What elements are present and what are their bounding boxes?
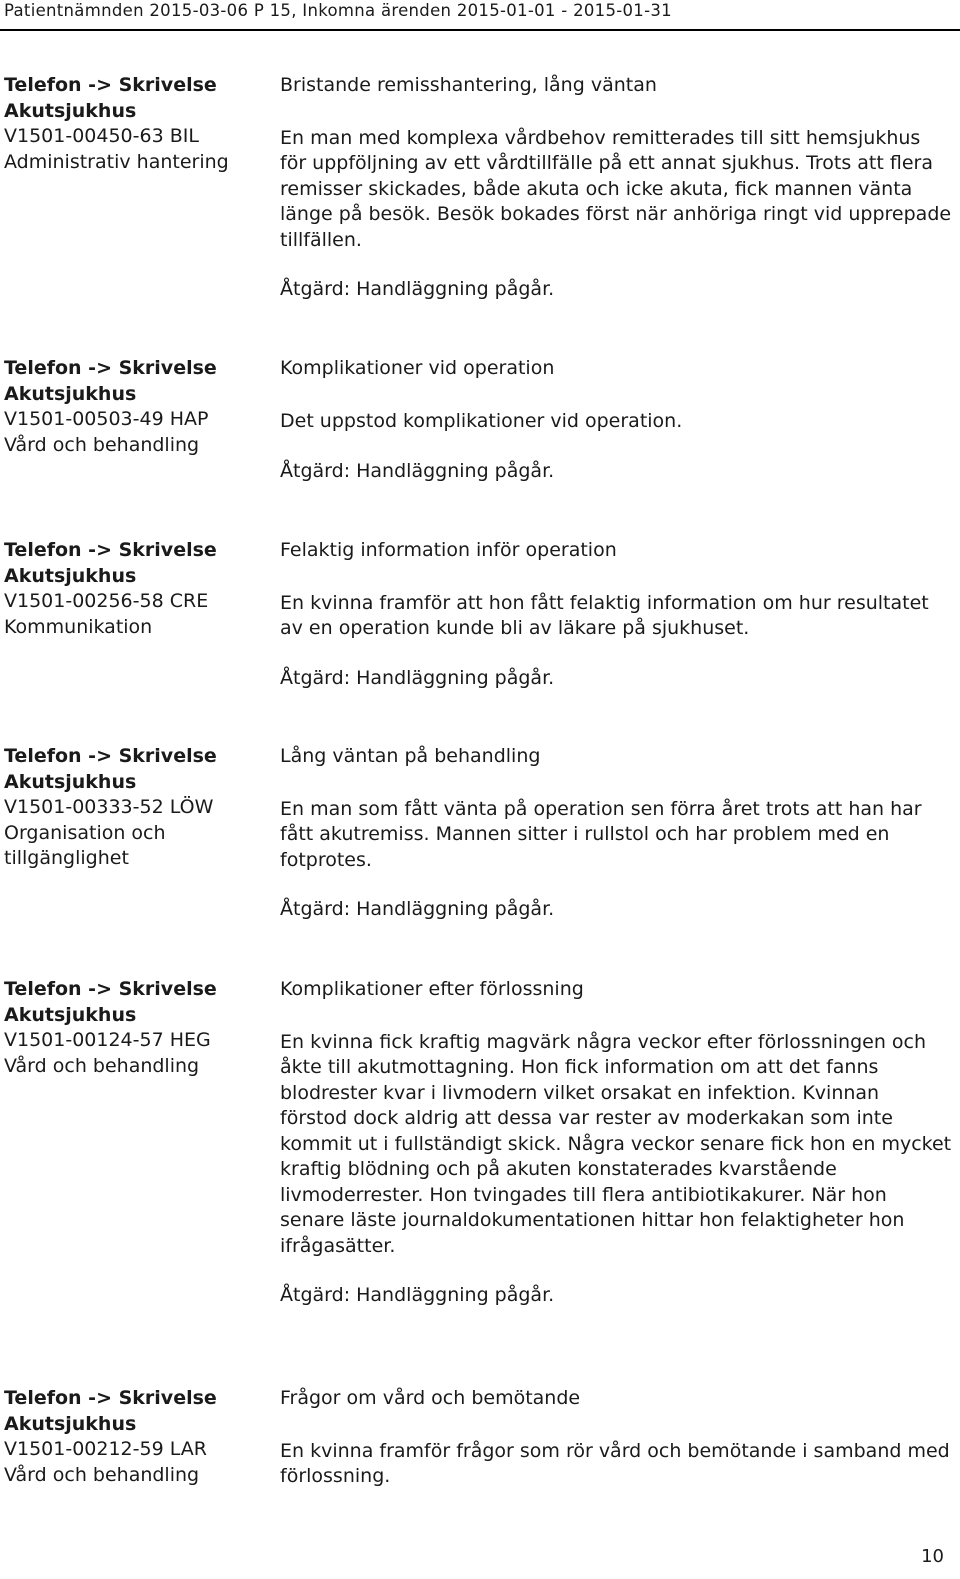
- case-description: En man som fått vänta på operation sen förra året trots att han har fått akutremiss. Mannen sitter i rullstol och har problem med en fotprotes.: [280, 797, 922, 871]
- case-unit: Akutsjukhus: [4, 1003, 137, 1026]
- case-action: Åtgärd: Handläggning pågår.: [280, 1284, 555, 1306]
- page-header: [0, 0, 960, 31]
- case-subject: Felaktig information inför operation: [280, 539, 617, 561]
- case-id: V1501-00450-63 BIL: [4, 125, 199, 147]
- case-unit: Akutsjukhus: [4, 770, 137, 793]
- case-category: Kommunikation: [4, 615, 153, 638]
- case-unit: Akutsjukhus: [4, 1412, 137, 1435]
- case-category: Organisation och tillgänglighet: [4, 821, 166, 869]
- case-id: V1501-00333-52 LÖW: [4, 796, 214, 818]
- case-subject: Lång väntan på behandling: [280, 745, 541, 767]
- case-meta: [4, 1386, 272, 1488]
- case-unit: Akutsjukhus: [4, 99, 137, 122]
- case-content: [280, 1386, 952, 1490]
- case-action: Åtgärd: Handläggning pågår.: [280, 666, 555, 689]
- case-channel: Telefon -> Skrivelse: [4, 539, 217, 561]
- case-id: V1501-00256-58 CRE: [4, 590, 209, 612]
- case-channel: Telefon -> Skrivelse: [4, 357, 217, 379]
- case-meta: [4, 356, 272, 458]
- case-unit: Akutsjukhus: [4, 382, 137, 405]
- case-content: [280, 356, 952, 485]
- case-action: Åtgärd: Handläggning pågår.: [280, 278, 555, 300]
- case-content: [280, 744, 952, 923]
- case-channel: Telefon -> Skrivelse: [4, 978, 217, 1000]
- case-category: Vård och behandling: [4, 1463, 200, 1486]
- case-channel: Telefon -> Skrivelse: [4, 74, 217, 96]
- case-subject: Komplikationer efter förlossning: [280, 978, 584, 1000]
- page-number: 10: [921, 1546, 944, 1567]
- case-description: En kvinna framför frågor som rör vård och bemötande i samband med förlossning.: [280, 1439, 950, 1487]
- case-subject: Komplikationer vid operation: [280, 357, 555, 379]
- case-id: V1501-00212-59 LAR: [4, 1438, 207, 1460]
- case-content: [280, 977, 952, 1309]
- case-action: Åtgärd: Handläggning pågår.: [280, 460, 555, 482]
- case-description: En kvinna framför att hon fått felaktig information om hur resultatet av en operation kunde bli av läkare på sjukhuset.: [280, 591, 929, 639]
- case-channel: Telefon -> Skrivelse: [4, 745, 217, 767]
- case-category: Administrativ hantering: [4, 150, 229, 173]
- case-meta: [4, 73, 272, 175]
- case-description: Det uppstod komplikationer vid operation.: [280, 409, 683, 432]
- case-id: V1501-00124-57 HEG: [4, 1029, 211, 1051]
- case-meta: [4, 977, 272, 1079]
- case-id: V1501-00503-49 HAP: [4, 408, 209, 430]
- case-action: Åtgärd: Handläggning pågår.: [280, 898, 555, 920]
- case-unit: Akutsjukhus: [4, 564, 137, 587]
- header-title: Patientnämnden 2015-03-06 P 15, Inkomna ärenden 2015-01-01 - 2015-01-31: [4, 1, 672, 20]
- case-subject: Frågor om vård och bemötande: [280, 1387, 581, 1409]
- case-channel: Telefon -> Skrivelse: [4, 1387, 217, 1409]
- case-description: En kvinna fick kraftig magvärk några veckor efter förlossningen och åkte till akutmottagning. Hon fick information om att det fanns blodrester kvar i livmodern vilket orsakat en infektion. Kvinnan förstod dock aldrig att dessa var rester av moderkakan som inte kommit ut i fullständigt skick. Några veckor senare fick hon en mycket kraftig blödning och på akuten konstaterades kvarstående livmoderrester. Hon tvingades till flera antibiotikakurer. När hon senare läste journaldokumentationen hittar hon felaktigheter hon ifrågasätter.: [280, 1030, 952, 1257]
- case-content: [280, 73, 952, 303]
- case-meta: [4, 744, 272, 872]
- case-meta: [4, 538, 272, 640]
- case-category: Vård och behandling: [4, 1054, 200, 1077]
- case-content: [280, 538, 952, 691]
- case-subject: Bristande remisshantering, lång väntan: [280, 74, 657, 96]
- case-description: En man med komplexa vårdbehov remitterades till sitt hemsjukhus för uppföljning av ett vårdtillfälle på ett annat sjukhus. Trots att flera remisser skickades, både akuta och icke akuta, fick mannen vänta länge på besök. Besök bokades först när anhöriga ringt vid upprepade tillfällen.: [280, 126, 952, 251]
- case-category: Vård och behandling: [4, 433, 200, 456]
